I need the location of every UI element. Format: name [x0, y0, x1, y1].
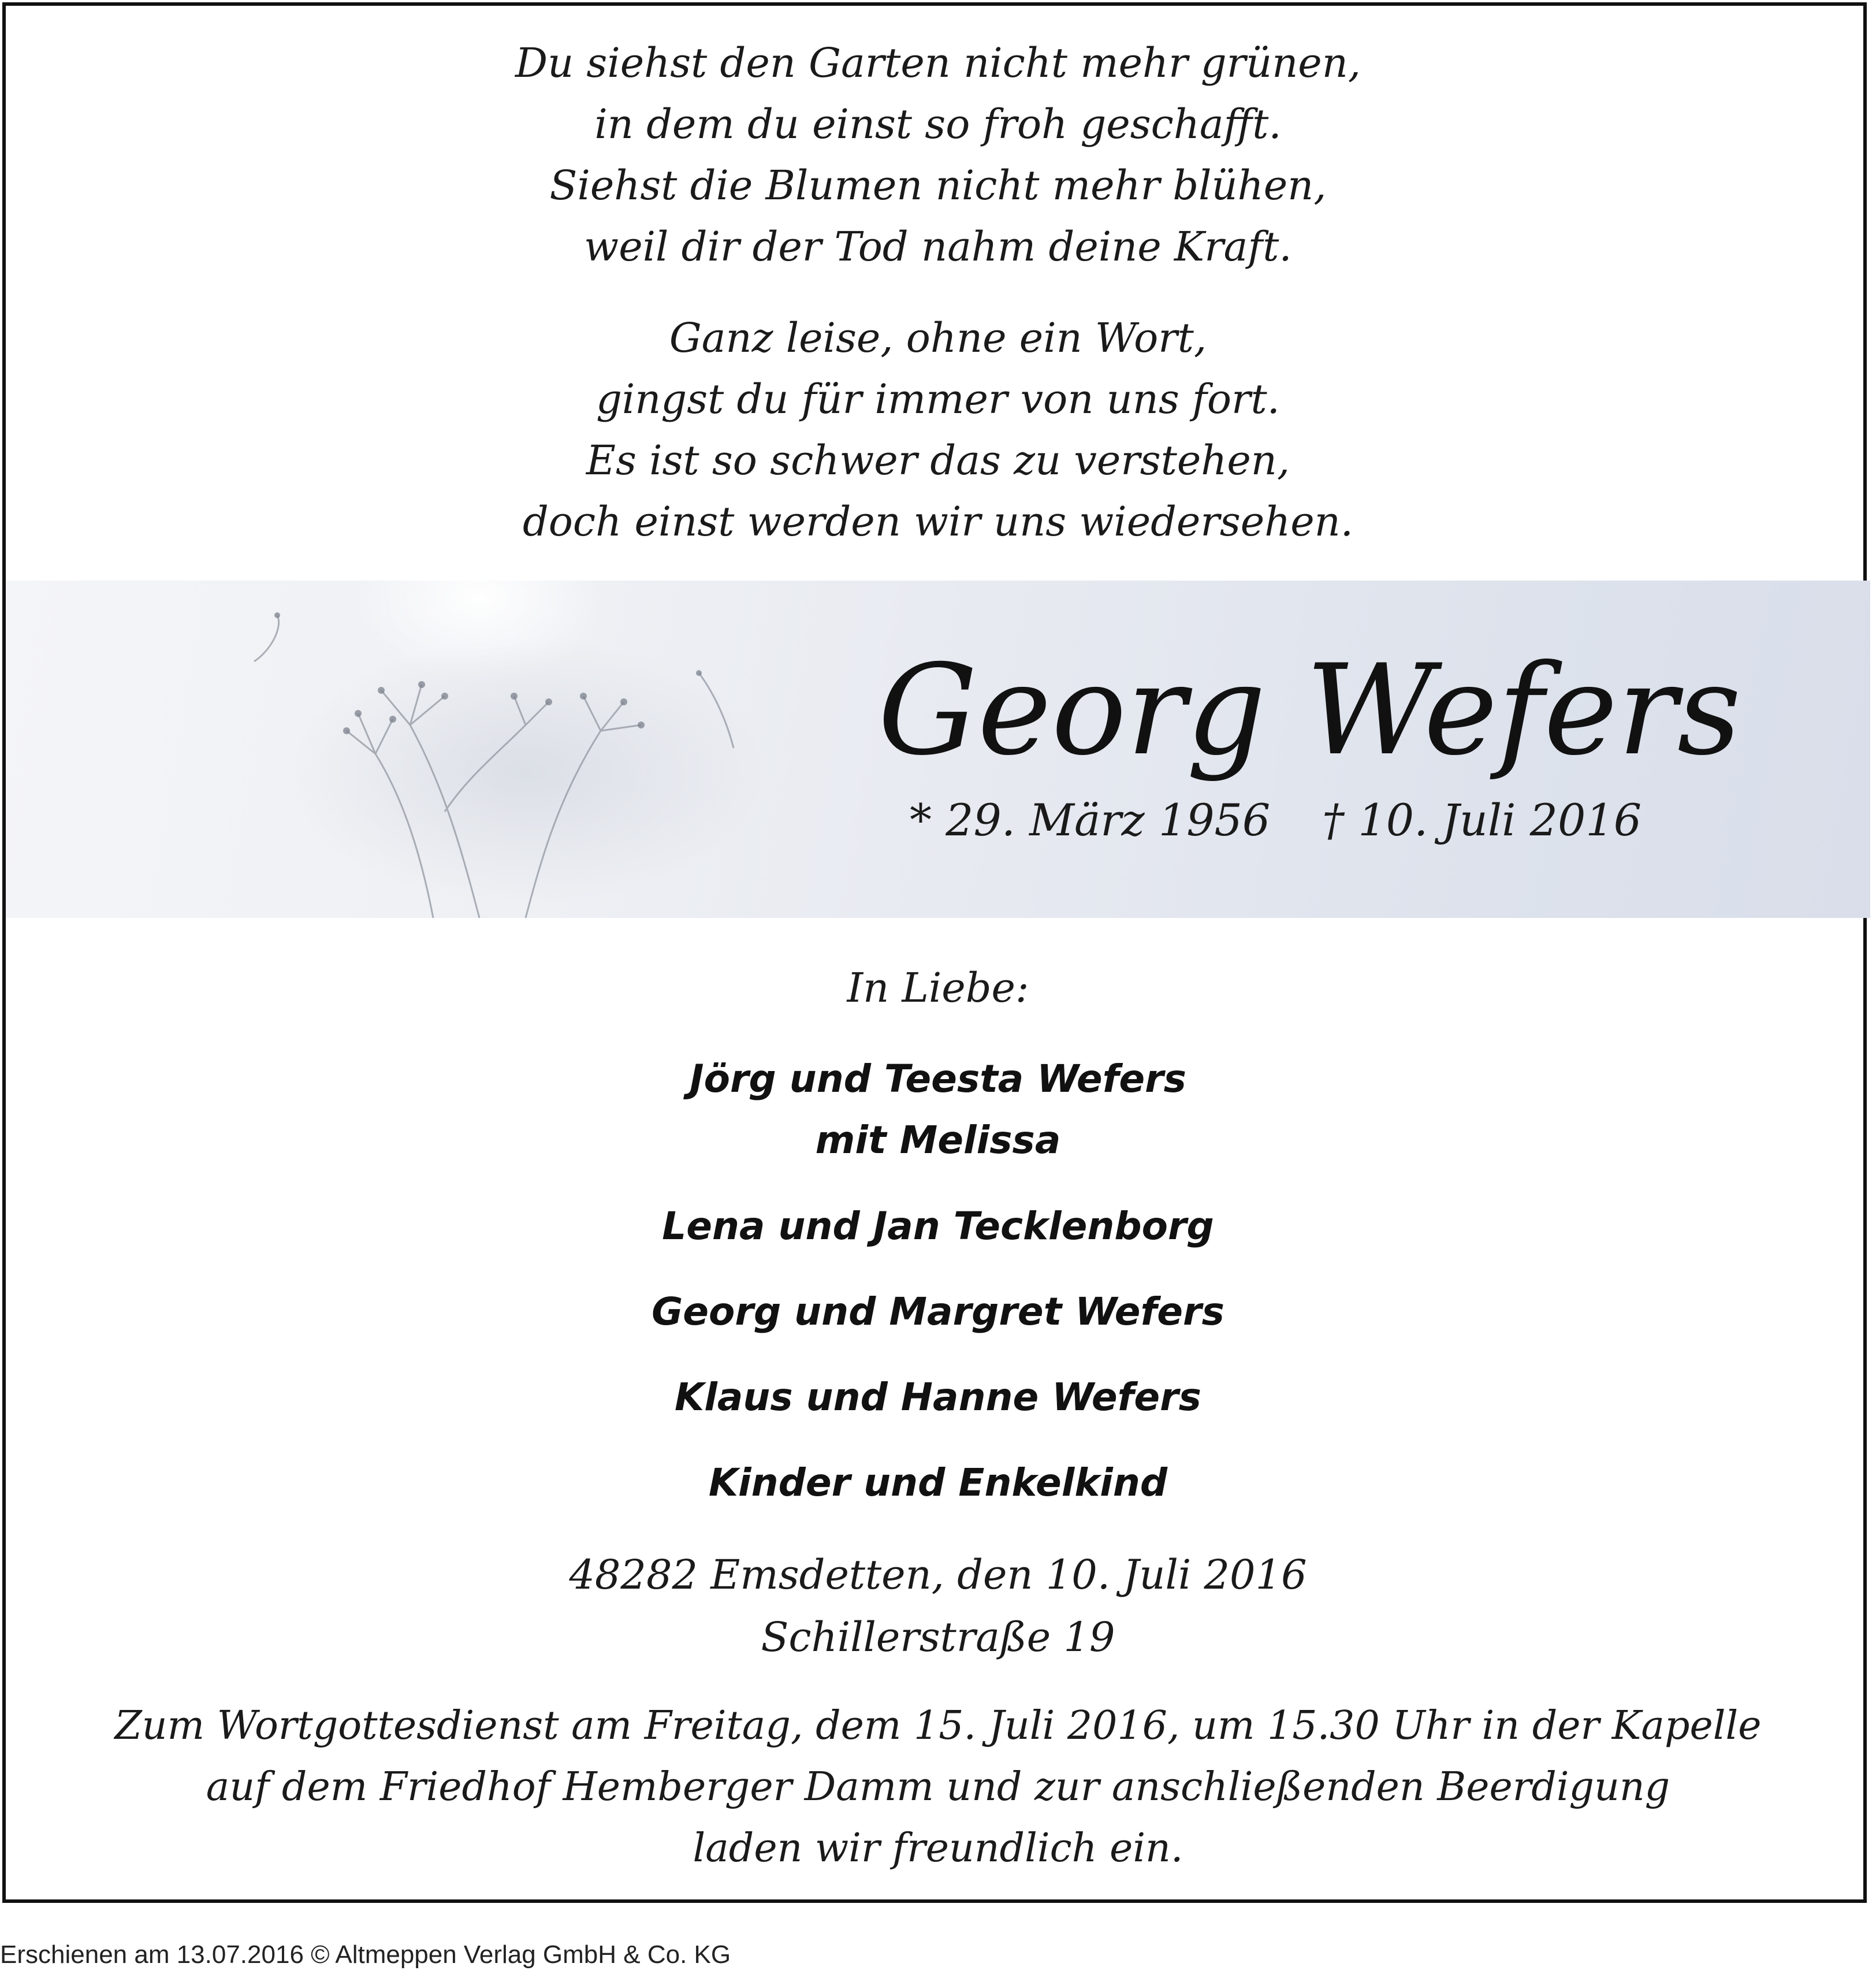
death-date: † 10. Juli 2016 — [1322, 794, 1642, 846]
poem-line: in dem du einst so froh geschafft. — [594, 101, 1282, 148]
birth-date: * 29. März 1956 — [910, 794, 1271, 846]
poem-line: weil dir der Tod nahm deine Kraft. — [584, 223, 1292, 270]
poem-stanza-1 — [0, 32, 1876, 277]
invitation-line: Zum Wortgottesdienst am Freitag, dem 15. Juli 2016, um 15.30 Uhr in der Kapelle — [114, 1703, 1762, 1749]
family-entry — [0, 1367, 1876, 1428]
family-entry-line: Kinder und Enkelkind — [708, 1460, 1168, 1505]
invitation-line: laden wir freundlich ein. — [693, 1825, 1183, 1871]
poem-line: doch einst werden wir uns wiedersehen. — [522, 498, 1354, 545]
poem-line: Ganz leise, ohne ein Wort, — [669, 314, 1207, 362]
family-entry-line: mit Melissa — [815, 1118, 1061, 1162]
family-entry-line: Klaus und Hanne Wefers — [675, 1375, 1201, 1419]
in-love-label: In Liebe: — [847, 964, 1029, 1012]
family-entry-line: Georg und Margret Wefers — [652, 1289, 1224, 1334]
poem-line: Du siehst den Garten nicht mehr grünen, — [515, 39, 1361, 87]
poem-stanza-2 — [0, 307, 1876, 552]
family-entry-line: Jörg und Teesta Wefers — [690, 1057, 1186, 1101]
poem-line: gingst du für immer von uns fort. — [596, 375, 1280, 423]
invitation-line: auf dem Friedhof Hemberger Damm und zur anschließenden Beerdigung — [206, 1764, 1670, 1810]
place-and-date: 48282 Emsdetten, den 10. Juli 2016 — [569, 1551, 1307, 1598]
family-entry — [0, 1049, 1876, 1171]
address-block — [0, 1544, 1876, 1668]
family-entry — [0, 1281, 1876, 1343]
poem-line: Siehst die Blumen nicht mehr blühen, — [549, 162, 1327, 209]
family-entry — [0, 1452, 1876, 1514]
street-address: Schillerstraße 19 — [761, 1613, 1115, 1661]
publication-footer: Erschienen am 13.07.2016 © Altmeppen Verlag GmbH & Co. KG — [0, 1940, 731, 1969]
family-entry-line: Lena und Jan Tecklenborg — [662, 1204, 1214, 1248]
deceased-name: Georg Wefers — [878, 638, 1741, 783]
funeral-invitation — [0, 1696, 1876, 1879]
life-dates — [910, 791, 1642, 849]
family-entry — [0, 1196, 1876, 1257]
poem-line: Es ist so schwer das zu verstehen, — [586, 437, 1290, 484]
